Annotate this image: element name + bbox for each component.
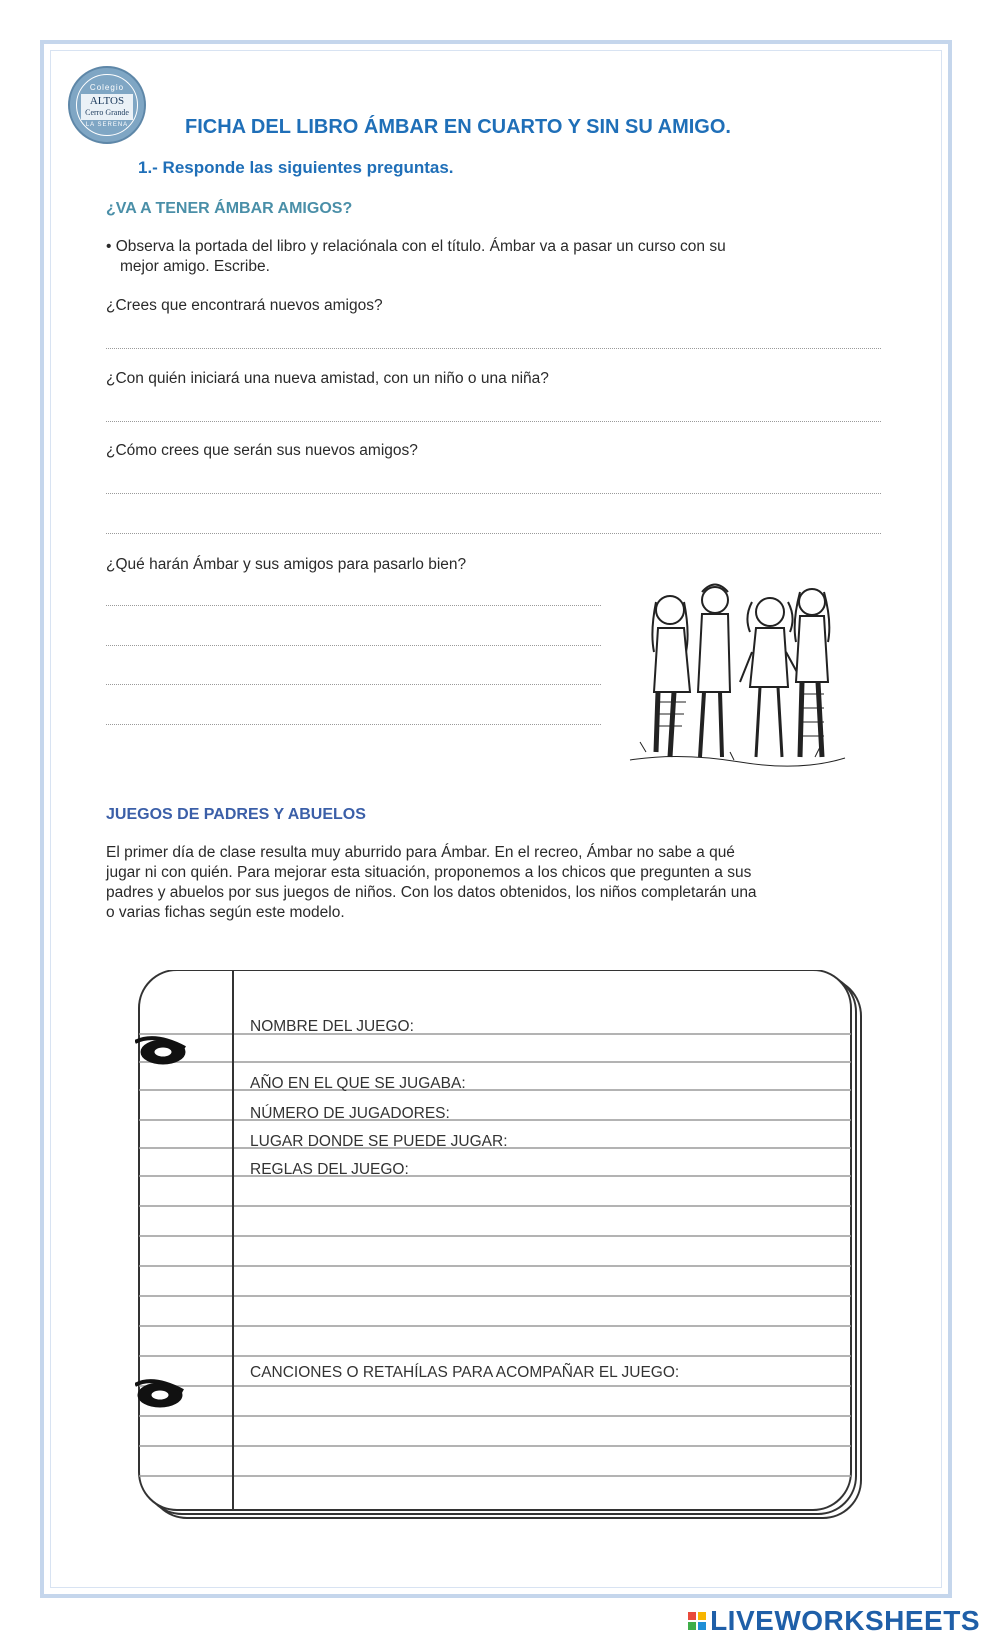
worksheet-title: FICHA DEL LIBRO ÁMBAR EN CUARTO Y SIN SU AMIGO. [185,116,731,138]
paragraph-line2: jugar ni con quién. Para mejorar esta situación, proponemos a los chicos que pregunten a sus [106,864,752,881]
brand-grid-icon [688,1612,706,1630]
friends-illustration [620,562,850,772]
field-game-rules: REGLAS DEL JUEGO: [250,1161,409,1178]
logo-name [81,94,133,120]
logo-line1: ALTOS [89,94,125,107]
section2-heading: JUEGOS DE PADRES Y ABUELOS [106,806,366,823]
instruction-line1: • Observa la portada del libro y relaciónala con el título. Ámbar va a pasar un curso con su [106,238,726,255]
field-game-name: NOMBRE DEL JUEGO: [250,1018,414,1035]
question-1: ¿Crees que encontrará nuevos amigos? [106,297,383,314]
brand-text: LIVEWORKSHEETS [710,1605,980,1636]
notebook-card [135,970,865,1526]
section1-heading: ¿VA A TENER ÁMBAR AMIGOS? [106,200,353,217]
answer-line-4c[interactable] [106,684,601,685]
question-3: ¿Cómo crees que serán sus nuevos amigos? [106,442,418,459]
answer-line-1[interactable] [106,348,881,349]
question-4: ¿Qué harán Ámbar y sus amigos para pasarlo bien? [106,556,467,573]
field-year-played: AÑO EN EL QUE SE JUGABA: [250,1075,466,1092]
logo-top-text: Colegio [89,82,125,92]
field-play-location: LUGAR DONDE SE PUEDE JUGAR: [250,1133,508,1150]
logo-line2: Cerro Grande [85,107,129,117]
instruction-line2: mejor amigo. Escribe. [120,258,270,275]
worksheet-subtitle: 1.- Responde las siguientes preguntas. [138,158,454,177]
question-2: ¿Con quién iniciará una nueva amistad, con un niño o una niña? [106,370,549,387]
paragraph-line4: o varias fichas según este modelo. [106,904,345,921]
logo-bottom-text: LA SERENA [85,121,129,128]
answer-line-4a[interactable] [106,605,601,606]
paragraph-line3: padres y abuelos por sus juegos de niños. Con los datos obtenidos, los niños completarán una [106,884,757,901]
liveworksheets-brand [688,1605,980,1637]
answer-line-4b[interactable] [106,645,601,646]
school-logo [68,66,146,144]
answer-line-4d[interactable] [106,724,601,725]
field-songs: CANCIONES O RETAHÍLAS PARA ACOMPAÑAR EL JUEGO: [250,1364,680,1381]
answer-line-2[interactable] [106,421,881,422]
answer-line-3b[interactable] [106,533,881,534]
logo-inner [76,74,138,136]
paragraph-line1: El primer día de clase resulta muy aburrido para Ámbar. En el recreo, Ámbar no sabe a qué [106,844,735,861]
answer-line-3a[interactable] [106,493,881,494]
field-player-count: NÚMERO DE JUGADORES: [250,1105,450,1122]
